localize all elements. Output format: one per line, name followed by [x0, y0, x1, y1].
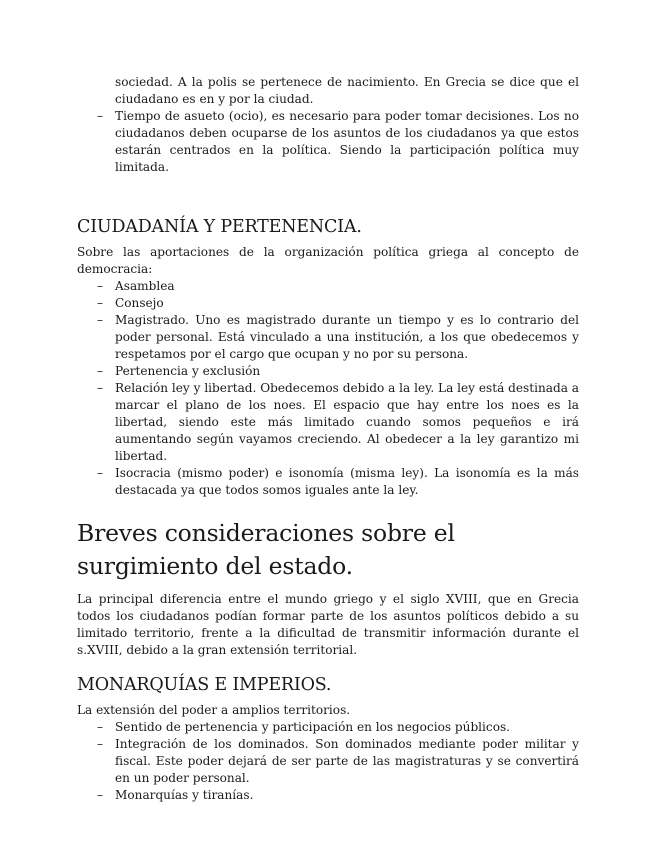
list-item: – Pertenencia y exclusión — [115, 363, 579, 380]
list-item: – Tiempo de asueto (ocio), es necesario para poder tomar decisiones. Los no ciudadanos deben ocuparse de los asuntos de los ciudadanos ya que estos estarán centrados en la política. Siendo la participación política muy limitada. — [115, 108, 579, 176]
section-title-estado: Breves consideraciones sobre el surgimiento del estado. — [77, 519, 455, 580]
document-page — [77, 74, 579, 804]
section3-list — [77, 719, 579, 804]
section1-lead: Sobre las aportaciones de la organización política griega al concepto de democracia: — [77, 245, 579, 276]
list-item: – Magistrado. Uno es magistrado durante un tiempo y es lo contrario del poder personal. Está vinculado a una institución, a los que obedecemos y respetamos por el cargo que ocupan y no por su persona. — [115, 312, 579, 363]
section1-list — [77, 278, 579, 499]
section-heading-ciudadania: CIUDADANÍA Y PERTENENCIA. — [77, 217, 362, 237]
list-item: – Asamblea — [115, 278, 579, 295]
list-item: – Relación ley y libertad. Obedecemos debido a la ley. La ley está destinada a marcar el plano de los noes. El espacio que hay entre los noes es la libertad, siendo este más limitado cuando somos pequeños e irá aumentando según vayamos creciendo. Al obedecer a la ley garantizo mi libertad. — [115, 380, 579, 465]
list-item: – Sentido de pertenencia y participación en los negocios públicos. — [115, 719, 579, 736]
list-item: – Monarquías y tiranías. — [115, 787, 579, 804]
section2-paragraph: La principal diferencia entre el mundo griego y el siglo XVIII, que en Grecia todos los ciudadanos podían formar parte de los asuntos políticos debido a su limitado territorio, frente a la dificultad de transmitir información durante el s.XVIII, debido a la gran extensión territorial. — [77, 592, 579, 657]
section3-lead: La extensión del poder a amplios territorios. — [77, 703, 351, 717]
intro-list — [77, 108, 579, 176]
list-item: – Integración de los dominados. Son dominados mediante poder militar y fiscal. Este poder dejará de ser parte de las magistraturas y se convertirá en un poder personal. — [115, 736, 579, 787]
list-item: – Consejo — [115, 295, 579, 312]
intro-continuation: sociedad. A la polis se pertenece de nacimiento. En Grecia se dice que el ciudadano es en y por la ciudad. — [115, 75, 579, 106]
list-item: – Isocracia (mismo poder) e isonomía (misma ley). La isonomía es la más destacada ya que todos somos iguales ante la ley. — [115, 465, 579, 499]
section-heading-monarquias: MONARQUÍAS E IMPERIOS. — [77, 675, 332, 695]
